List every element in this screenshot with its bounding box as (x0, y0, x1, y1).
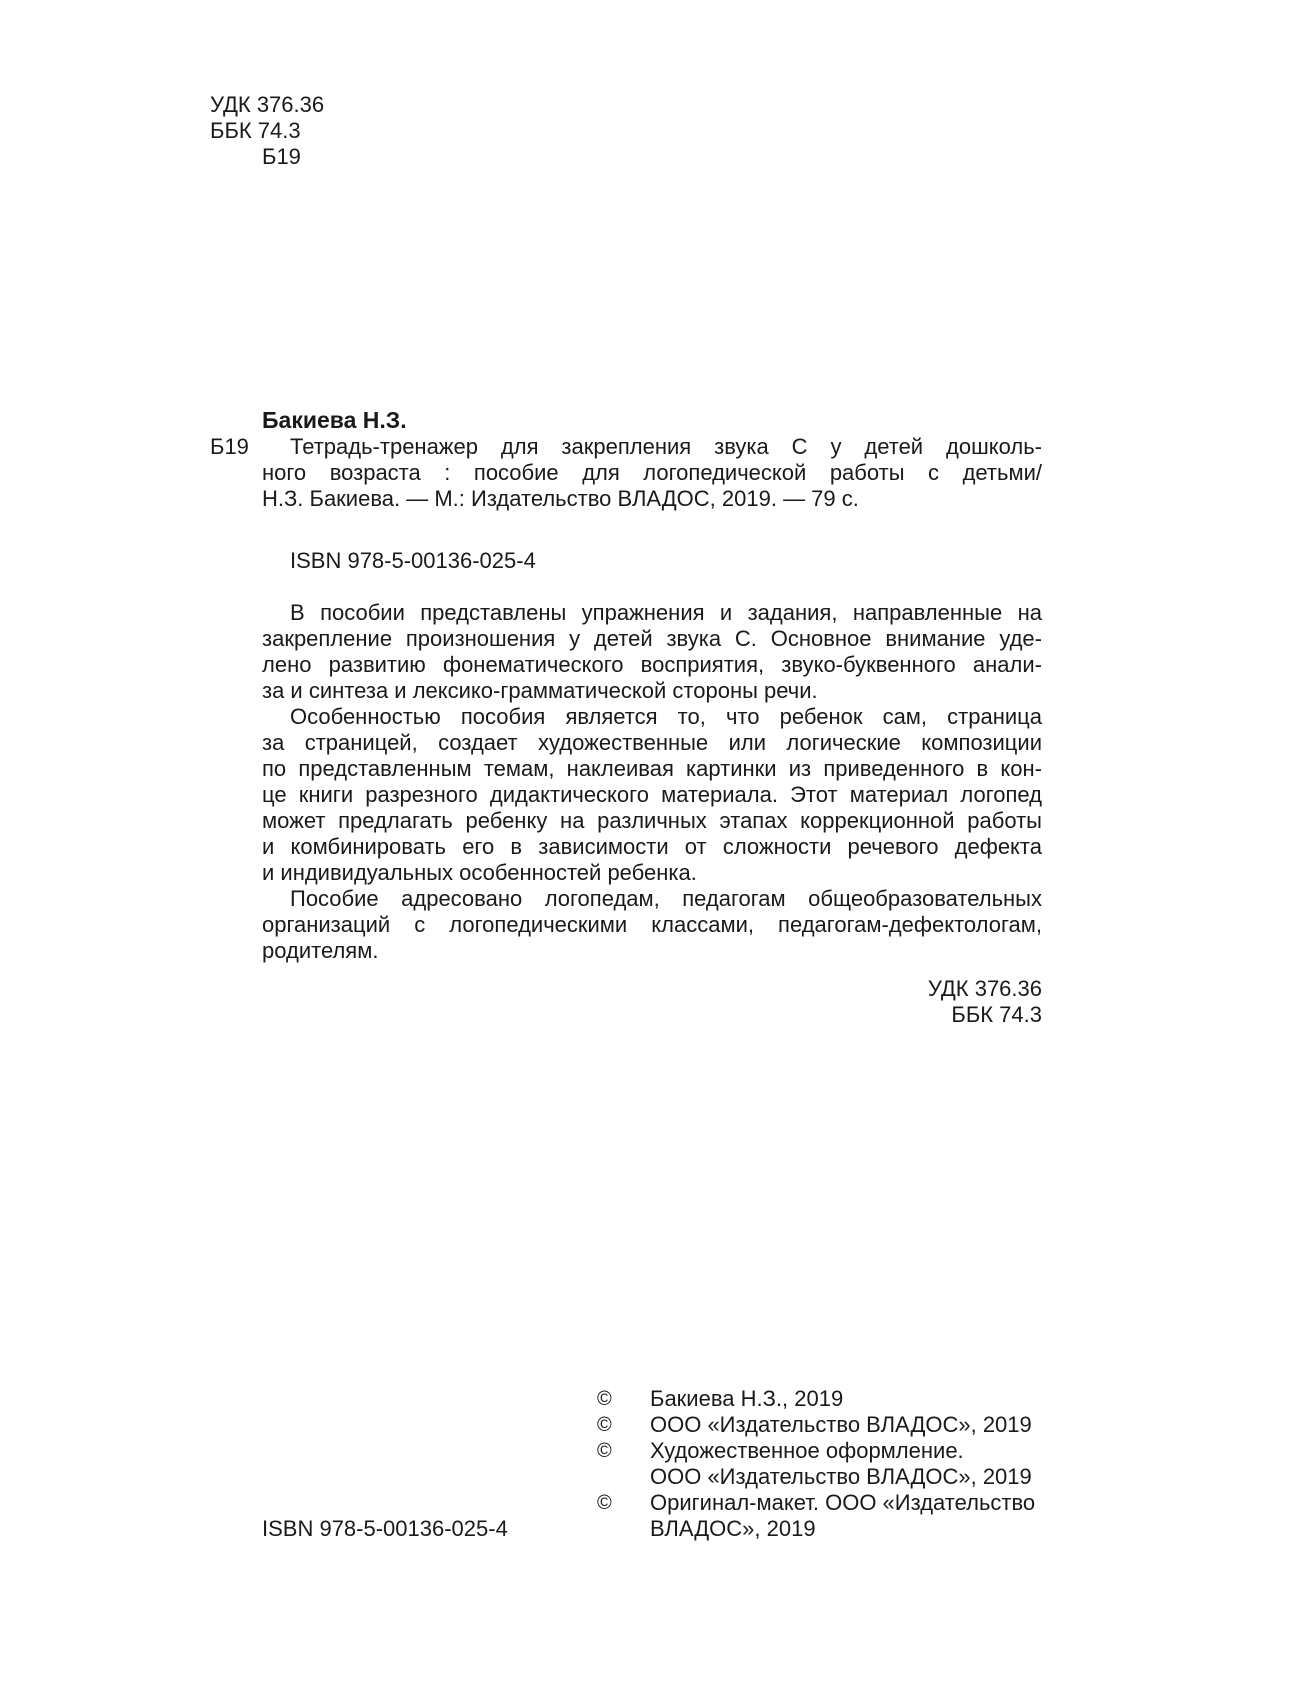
annotation-p1-line-1: В пособии представлены упражнения и задания, направленные на (290, 600, 1042, 625)
title-line-1: Тетрадь-тренажер для закрепления звука С у детей дошколь- (290, 434, 1042, 459)
annotation-p3-line-3: родителям. (262, 938, 379, 963)
copyright-3-line-2: ООО «Издательство ВЛАДОС», 2019 (650, 1464, 1032, 1489)
author-name: Бакиева Н.З. (262, 407, 407, 433)
entry-isbn: ISBN 978-5-00136-025-4 (290, 548, 536, 573)
annotation-p2-line-2: за страницей, создает художественные или логические композиции (262, 730, 1042, 755)
annotation-p2-line-3: по представленным темам, наклеивая картинки из приведенного в кон- (262, 756, 1042, 781)
annotation-p3-line-2: организаций с логопедическими классами, педагогам-дефектологам, (262, 912, 1042, 937)
copyright-3-line-1: Художественное оформление. (650, 1438, 964, 1463)
annotation-p1-line-2: закрепление произношения у детей звука С. Основное внимание уде- (262, 626, 1042, 651)
copyright-1: Бакиева Н.З., 2019 (650, 1386, 844, 1411)
header-bbk: ББК 74.3 (210, 118, 301, 143)
footer-isbn: ISBN 978-5-00136-025-4 (262, 1516, 508, 1541)
annotation-p2-line-5: может предлагать ребенку на различных этапах коррекционной работы (262, 808, 1042, 833)
entry-code: Б19 (210, 434, 249, 459)
annotation-p2-line-6: и комбинировать его в зависимости от сложности речевого дефекта (262, 834, 1042, 859)
copyright-icon: © (597, 1388, 612, 1410)
annotation-p1-line-4: за и синтеза и лексико-грамматической стороны речи. (262, 678, 818, 703)
header-udk: УДК 376.36 (210, 92, 325, 117)
annotation-p2-line-7: и индивидуальных особенностей ребенка. (262, 860, 697, 885)
copyright-4-line-2: ВЛАДОС», 2019 (650, 1516, 816, 1541)
copyright-icon: © (597, 1414, 612, 1436)
copyright-icon: © (597, 1492, 612, 1514)
title-line-3: Н.З. Бакиева. — М.: Издательство ВЛАДОС, 2019. — 79 с. (262, 486, 859, 511)
classification-bbk: ББК 74.3 (951, 1002, 1042, 1027)
annotation-p3-line-1: Пособие адресовано логопедам, педагогам общеобразовательных (290, 886, 1042, 911)
annotation-p1-line-3: лено развитию фонематического восприятия, звуко-буквенного анали- (262, 652, 1042, 677)
annotation-p2-line-4: це книги разрезного дидактического материала. Этот материал логопед (262, 782, 1042, 807)
header-code: Б19 (262, 144, 301, 169)
copyright-icon: © (597, 1440, 612, 1462)
copyright-4-line-1: Оригинал-макет. ООО «Издательство (650, 1490, 1036, 1515)
copyright-2: ООО «Издательство ВЛАДОС», 2019 (650, 1412, 1032, 1437)
title-line-2: ного возраста : пособие для логопедической работы с детьми/ (262, 460, 1042, 485)
classification-udk: УДК 376.36 (927, 976, 1042, 1001)
annotation-p2-line-1: Особенностью пособия является то, что ребенок сам, страница (290, 704, 1042, 729)
